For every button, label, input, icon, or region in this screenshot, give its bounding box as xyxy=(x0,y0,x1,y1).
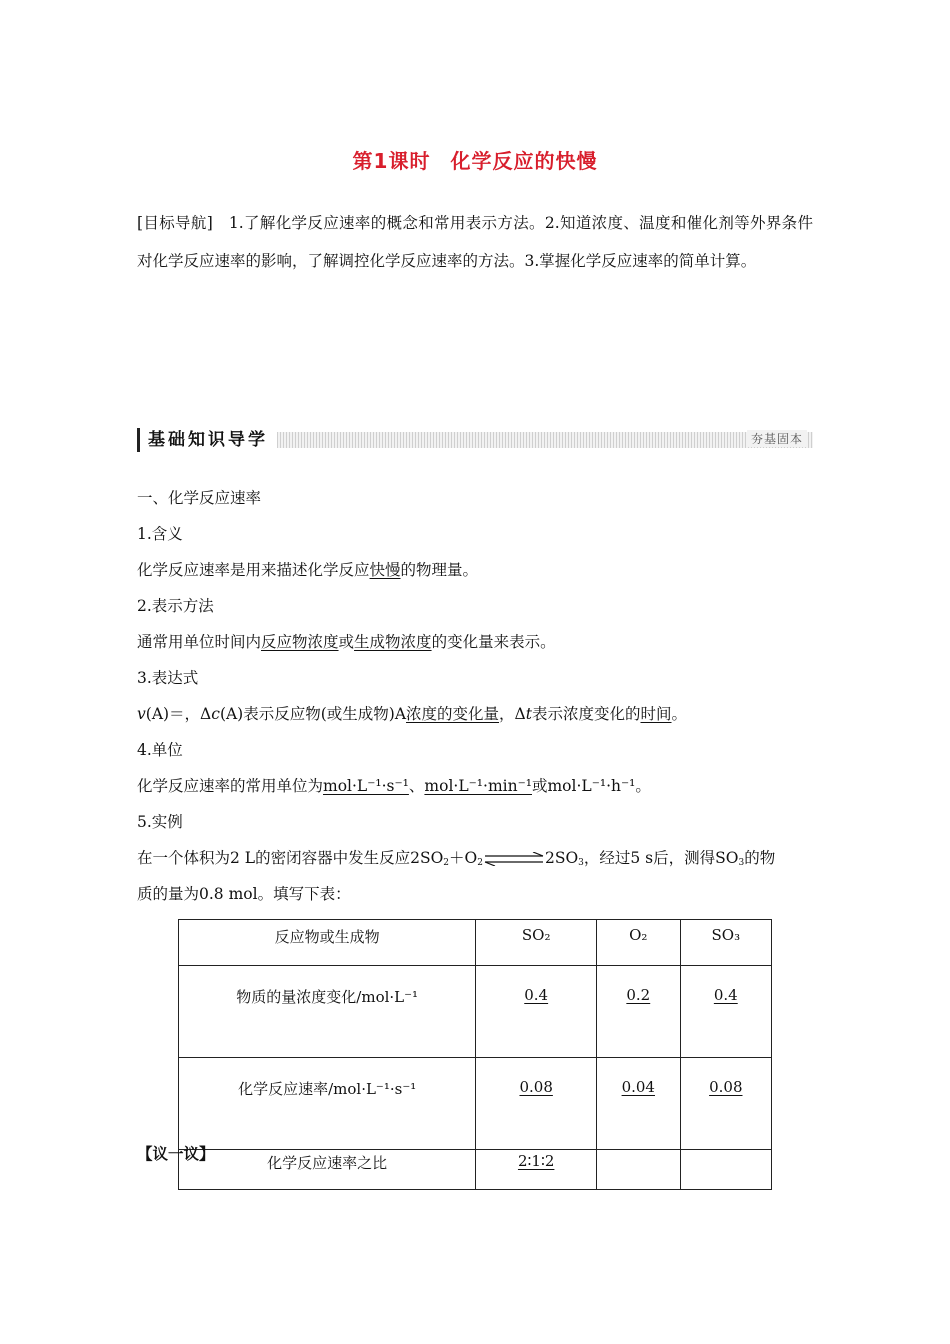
table-row xyxy=(179,1150,772,1190)
heading-unit: 4.单位 xyxy=(137,741,183,759)
section-heading: 一、化学反应速率 xyxy=(137,489,262,507)
paragraph-method: 通常用单位时间内反应物浓度或生成物浓度的变化量来表示。 xyxy=(137,633,556,651)
table-cell: 0.4 xyxy=(476,966,597,1058)
section-body xyxy=(137,480,817,912)
paragraph-example: 在一个体积为2 L的密闭容器中发生反应$2SO_2+O_2$ $2SO_3$，经过5 s后，测得$SO_3$的物 xyxy=(137,849,776,868)
banner-tag: 夯基固本 xyxy=(747,430,807,447)
table-header: O₂ xyxy=(596,920,680,966)
table-cell: 0.4 xyxy=(680,966,771,1058)
table-row xyxy=(179,966,772,1058)
equilibrium-arrow-icon xyxy=(483,852,545,866)
table-cell: 2∶1∶2 xyxy=(476,1150,597,1190)
section-banner xyxy=(137,428,813,452)
learning-goals: [目标导航] 1.了解化学反应速率的概念和常用表示方法。2.知道浓度、温度和催化剂等外界条件对化学反应速率的影响，了解调控化学反应速率的方法。3.掌握化学反应速率的简单计算。 xyxy=(137,214,813,270)
table-cell-label: 物质的量浓度变化/mol·L⁻¹ xyxy=(179,966,476,1058)
page-title xyxy=(0,145,950,174)
heading-method: 2.表示方法 xyxy=(137,597,214,615)
table-header: SO₂ xyxy=(476,920,597,966)
table-cell xyxy=(680,1150,771,1190)
paragraph-expression: v(A)＝，Δc(A)表示反应物(或生成物)A浓度的变化量，Δt表示浓度变化的时间。 xyxy=(137,705,688,723)
paragraph-example-cont: 质的量为0.8 mol。填写下表： xyxy=(137,885,351,903)
heading-expression: 3.表达式 xyxy=(137,669,199,687)
banner-label: 基础知识导学 xyxy=(137,428,276,452)
table-header-row xyxy=(179,920,772,966)
table-header: 反应物或生成物 xyxy=(179,920,476,966)
table-cell: 0.04 xyxy=(596,1058,680,1150)
table-header: SO₃ xyxy=(680,920,771,966)
heading-meaning: 1.含义 xyxy=(137,525,183,543)
table-cell-label: 化学反应速率/mol·L⁻¹·s⁻¹ xyxy=(179,1058,476,1150)
table-row xyxy=(179,1058,772,1150)
lesson-number: 第1课时 xyxy=(352,149,431,173)
table-cell-label: 化学反应速率之比 xyxy=(179,1150,476,1190)
banner-bar xyxy=(277,432,813,448)
heading-example: 5.实例 xyxy=(137,813,183,831)
discuss-heading: 【议一议】 xyxy=(137,1145,215,1163)
rate-table xyxy=(178,919,772,1190)
table-cell: 0.2 xyxy=(596,966,680,1058)
paragraph-unit: 化学反应速率的常用单位为mol·L⁻¹·s⁻¹、mol·L⁻¹·min⁻¹或mol·L⁻¹·h⁻¹。 xyxy=(137,777,651,795)
table-cell: 0.08 xyxy=(476,1058,597,1150)
lesson-topic: 化学反应的快慢 xyxy=(450,149,598,173)
paragraph-meaning: 化学反应速率是用来描述化学反应快慢的物理量。 xyxy=(137,561,479,579)
table-cell xyxy=(596,1150,680,1190)
table-cell: 0.08 xyxy=(680,1058,771,1150)
